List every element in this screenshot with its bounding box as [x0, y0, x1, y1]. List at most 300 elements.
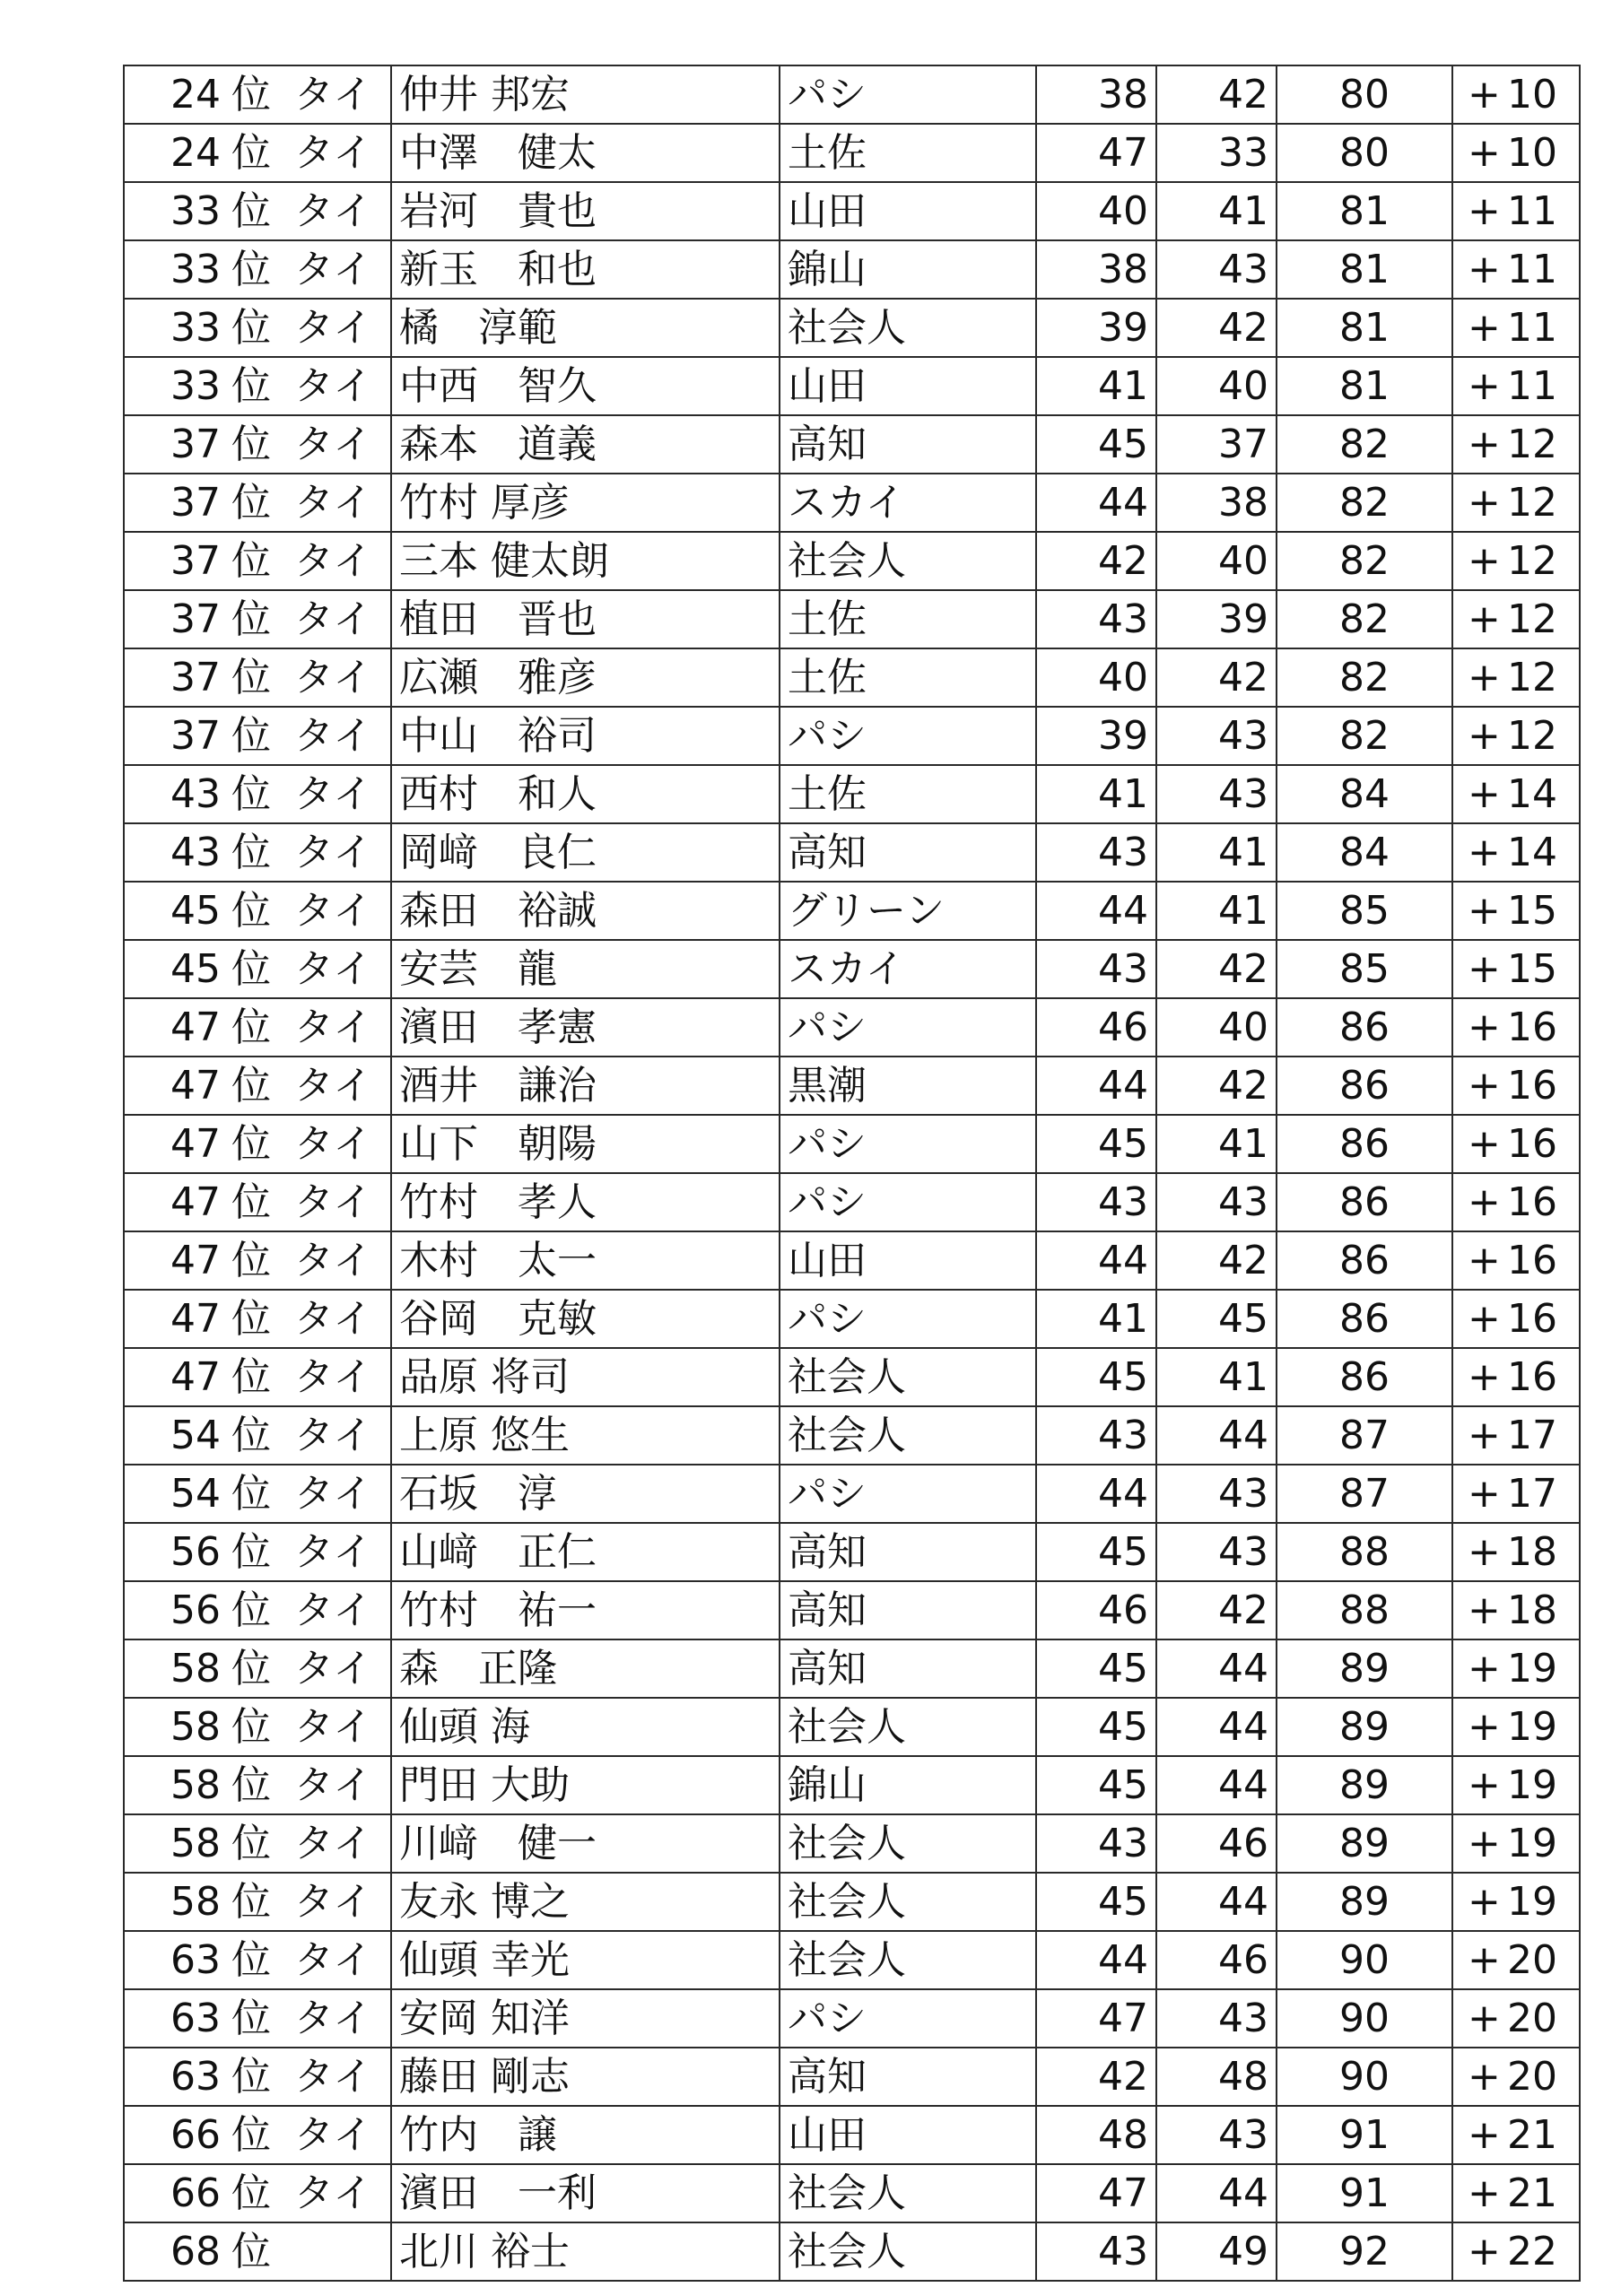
- over-par-cell: [1452, 1465, 1580, 1523]
- table-row: [124, 65, 1580, 124]
- over-par-cell: [1452, 765, 1580, 823]
- in-score: 42: [1156, 940, 1277, 998]
- player-name: 北川 裕士: [391, 2222, 780, 2281]
- player-name: 竹村 祐一: [391, 1581, 780, 1639]
- rank-number: 37: [124, 532, 230, 590]
- over-par-cell: [1452, 1639, 1580, 1698]
- over-par-value: 14: [1507, 830, 1557, 875]
- rank-number: 37: [124, 707, 230, 765]
- out-score: 44: [1036, 1057, 1156, 1115]
- total-score: 89: [1277, 1814, 1452, 1873]
- rank-suffix: 位: [230, 240, 291, 299]
- tie-label: タイ: [291, 1639, 391, 1698]
- team-name: 土佐: [780, 590, 1036, 648]
- in-score: 45: [1156, 1290, 1277, 1348]
- over-par-value: 20: [1507, 1996, 1557, 2041]
- rank-number: 24: [124, 65, 230, 124]
- table-row: [124, 182, 1580, 240]
- player-name: 門田 大助: [391, 1756, 780, 1814]
- out-score: 46: [1036, 998, 1156, 1057]
- team-name: パシ: [780, 65, 1036, 124]
- in-score: 42: [1156, 1057, 1277, 1115]
- rank-number: 37: [124, 474, 230, 532]
- over-par-value: 11: [1507, 305, 1557, 351]
- rank-suffix: 位: [230, 1639, 291, 1698]
- over-par-sign: +: [1468, 2112, 1501, 2158]
- out-score: 44: [1036, 1931, 1156, 1989]
- player-name: 植田 晋也: [391, 590, 780, 648]
- tie-label: タイ: [291, 2106, 391, 2164]
- team-name: 山田: [780, 182, 1036, 240]
- team-name: 社会人: [780, 1698, 1036, 1756]
- rank-suffix: 位: [230, 1873, 291, 1931]
- total-score: 82: [1277, 707, 1452, 765]
- table-row: [124, 765, 1580, 823]
- table-row: [124, 648, 1580, 707]
- over-par-value: 12: [1507, 655, 1557, 700]
- rank-suffix: 位: [230, 1756, 291, 1814]
- out-score: 47: [1036, 1989, 1156, 2048]
- rank-number: 58: [124, 1698, 230, 1756]
- table-row: [124, 240, 1580, 299]
- over-par-value: 16: [1507, 1354, 1557, 1400]
- player-name: 竹村 孝人: [391, 1173, 780, 1231]
- rank-number: 66: [124, 2164, 230, 2222]
- in-score: 42: [1156, 648, 1277, 707]
- table-row: [124, 2048, 1580, 2106]
- over-par-value: 12: [1507, 480, 1557, 526]
- over-par-sign: +: [1468, 1704, 1501, 1750]
- over-par-cell: [1452, 357, 1580, 415]
- player-name: 仲井 邦宏: [391, 65, 780, 124]
- rank-suffix: 位: [230, 1698, 291, 1756]
- over-par-sign: +: [1468, 946, 1501, 992]
- rank-number: 58: [124, 1639, 230, 1698]
- rank-number: 33: [124, 299, 230, 357]
- team-name: パシ: [780, 998, 1036, 1057]
- rank-suffix: 位: [230, 707, 291, 765]
- over-par-sign: +: [1468, 363, 1501, 409]
- total-score: 85: [1277, 882, 1452, 940]
- out-score: 38: [1036, 240, 1156, 299]
- in-score: 37: [1156, 415, 1277, 474]
- out-score: 43: [1036, 2222, 1156, 2281]
- tie-label: タイ: [291, 1115, 391, 1173]
- over-par-sign: +: [1468, 655, 1501, 700]
- player-name: 森 正隆: [391, 1639, 780, 1698]
- player-name: 中澤 健太: [391, 124, 780, 182]
- in-score: 44: [1156, 1406, 1277, 1465]
- tie-label: タイ: [291, 590, 391, 648]
- team-name: 土佐: [780, 124, 1036, 182]
- player-name: 森本 道義: [391, 415, 780, 474]
- rank-suffix: 位: [230, 1814, 291, 1873]
- table-row: [124, 1814, 1580, 1873]
- total-score: 90: [1277, 1931, 1452, 1989]
- table-row: [124, 1173, 1580, 1231]
- table-row: [124, 1931, 1580, 1989]
- over-par-sign: +: [1468, 1646, 1501, 1692]
- tie-label: タイ: [291, 532, 391, 590]
- in-score: 43: [1156, 765, 1277, 823]
- table-row: [124, 1581, 1580, 1639]
- results-body: [124, 65, 1580, 2281]
- over-par-cell: [1452, 1989, 1580, 2048]
- player-name: 濱田 一利: [391, 2164, 780, 2222]
- over-par-value: 12: [1507, 596, 1557, 642]
- rank-suffix: 位: [230, 357, 291, 415]
- total-score: 86: [1277, 1290, 1452, 1348]
- in-score: 42: [1156, 1581, 1277, 1639]
- rank-number: 47: [124, 998, 230, 1057]
- rank-number: 68: [124, 2222, 230, 2281]
- team-name: 高知: [780, 1581, 1036, 1639]
- in-score: 41: [1156, 1348, 1277, 1406]
- total-score: 91: [1277, 2106, 1452, 2164]
- team-name: 土佐: [780, 765, 1036, 823]
- table-row: [124, 1873, 1580, 1931]
- over-par-cell: [1452, 124, 1580, 182]
- total-score: 86: [1277, 1057, 1452, 1115]
- over-par-sign: +: [1468, 480, 1501, 526]
- table-row: [124, 2222, 1580, 2281]
- over-par-sign: +: [1468, 247, 1501, 292]
- total-score: 89: [1277, 1756, 1452, 1814]
- table-row: [124, 1231, 1580, 1290]
- team-name: 社会人: [780, 2222, 1036, 2281]
- player-name: 安芸 龍: [391, 940, 780, 998]
- total-score: 81: [1277, 182, 1452, 240]
- table-row: [124, 2106, 1580, 2164]
- over-par-value: 22: [1507, 2229, 1557, 2274]
- rank-suffix: 位: [230, 648, 291, 707]
- team-name: 社会人: [780, 1348, 1036, 1406]
- in-score: 40: [1156, 357, 1277, 415]
- out-score: 41: [1036, 765, 1156, 823]
- table-row: [124, 940, 1580, 998]
- rank-suffix: 位: [230, 1581, 291, 1639]
- tie-label: タイ: [291, 707, 391, 765]
- rank-suffix: 位: [230, 1465, 291, 1523]
- out-score: 43: [1036, 1173, 1156, 1231]
- over-par-value: 12: [1507, 538, 1557, 584]
- out-score: 43: [1036, 1814, 1156, 1873]
- player-name: 山﨑 正仁: [391, 1523, 780, 1581]
- over-par-sign: +: [1468, 1471, 1501, 1517]
- over-par-sign: +: [1468, 2170, 1501, 2216]
- over-par-sign: +: [1468, 1937, 1501, 1983]
- total-score: 89: [1277, 1873, 1452, 1931]
- player-name: 三本 健太朗: [391, 532, 780, 590]
- total-score: 80: [1277, 124, 1452, 182]
- tie-label: タイ: [291, 1756, 391, 1814]
- over-par-value: 15: [1507, 888, 1557, 934]
- team-name: 社会人: [780, 1931, 1036, 1989]
- over-par-value: 12: [1507, 422, 1557, 467]
- over-par-sign: +: [1468, 72, 1501, 117]
- team-name: 社会人: [780, 1406, 1036, 1465]
- over-par-cell: [1452, 1406, 1580, 1465]
- over-par-cell: [1452, 648, 1580, 707]
- in-score: 48: [1156, 2048, 1277, 2106]
- in-score: 43: [1156, 1989, 1277, 2048]
- rank-number: 63: [124, 2048, 230, 2106]
- player-name: 竹村 厚彦: [391, 474, 780, 532]
- over-par-value: 19: [1507, 1821, 1557, 1866]
- over-par-cell: [1452, 1348, 1580, 1406]
- over-par-cell: [1452, 532, 1580, 590]
- total-score: 82: [1277, 532, 1452, 590]
- team-name: パシ: [780, 1173, 1036, 1231]
- in-score: 43: [1156, 2106, 1277, 2164]
- rank-suffix: 位: [230, 1115, 291, 1173]
- out-score: 43: [1036, 823, 1156, 882]
- rank-suffix: 位: [230, 882, 291, 940]
- team-name: スカイ: [780, 474, 1036, 532]
- player-name: 橘 淳範: [391, 299, 780, 357]
- in-score: 44: [1156, 1873, 1277, 1931]
- in-score: 41: [1156, 823, 1277, 882]
- out-score: 45: [1036, 1639, 1156, 1698]
- tie-label: タイ: [291, 124, 391, 182]
- over-par-cell: [1452, 1115, 1580, 1173]
- tie-label: タイ: [291, 1698, 391, 1756]
- over-par-value: 15: [1507, 946, 1557, 992]
- rank-suffix: 位: [230, 940, 291, 998]
- player-name: 森田 裕誠: [391, 882, 780, 940]
- total-score: 81: [1277, 240, 1452, 299]
- over-par-value: 16: [1507, 1121, 1557, 1167]
- in-score: 43: [1156, 1523, 1277, 1581]
- tie-label: タイ: [291, 1523, 391, 1581]
- rank-number: 33: [124, 240, 230, 299]
- table-row: [124, 357, 1580, 415]
- in-score: 46: [1156, 1814, 1277, 1873]
- over-par-sign: +: [1468, 1413, 1501, 1458]
- team-name: 社会人: [780, 1873, 1036, 1931]
- over-par-sign: +: [1468, 1762, 1501, 1808]
- over-par-value: 18: [1507, 1529, 1557, 1575]
- over-par-value: 16: [1507, 1296, 1557, 1342]
- rank-number: 24: [124, 124, 230, 182]
- over-par-cell: [1452, 823, 1580, 882]
- tie-label: タイ: [291, 240, 391, 299]
- table-row: [124, 532, 1580, 590]
- tie-label: [291, 2222, 391, 2281]
- tie-label: タイ: [291, 65, 391, 124]
- over-par-cell: [1452, 590, 1580, 648]
- over-par-sign: +: [1468, 1121, 1501, 1167]
- rank-number: 33: [124, 357, 230, 415]
- over-par-cell: [1452, 1173, 1580, 1231]
- team-name: 錦山: [780, 1756, 1036, 1814]
- over-par-value: 21: [1507, 2170, 1557, 2216]
- out-score: 43: [1036, 590, 1156, 648]
- total-score: 87: [1277, 1465, 1452, 1523]
- tie-label: タイ: [291, 1057, 391, 1115]
- rank-number: 54: [124, 1465, 230, 1523]
- rank-number: 43: [124, 765, 230, 823]
- player-name: 仙頭 幸光: [391, 1931, 780, 1989]
- out-score: 42: [1036, 2048, 1156, 2106]
- rank-suffix: 位: [230, 2048, 291, 2106]
- rank-suffix: 位: [230, 124, 291, 182]
- player-name: 木村 太一: [391, 1231, 780, 1290]
- in-score: 33: [1156, 124, 1277, 182]
- player-name: 中西 智久: [391, 357, 780, 415]
- rank-suffix: 位: [230, 823, 291, 882]
- player-name: 上原 悠生: [391, 1406, 780, 1465]
- total-score: 89: [1277, 1639, 1452, 1698]
- player-name: 岡﨑 良仁: [391, 823, 780, 882]
- team-name: 山田: [780, 2106, 1036, 2164]
- over-par-sign: +: [1468, 422, 1501, 467]
- player-name: 川﨑 健一: [391, 1814, 780, 1873]
- rank-suffix: 位: [230, 2164, 291, 2222]
- rank-suffix: 位: [230, 1931, 291, 1989]
- rank-number: 45: [124, 940, 230, 998]
- over-par-sign: +: [1468, 1296, 1501, 1342]
- over-par-cell: [1452, 1756, 1580, 1814]
- tie-label: タイ: [291, 648, 391, 707]
- tie-label: タイ: [291, 1348, 391, 1406]
- player-name: 友永 博之: [391, 1873, 780, 1931]
- player-name: 安岡 知洋: [391, 1989, 780, 2048]
- out-score: 44: [1036, 474, 1156, 532]
- total-score: 86: [1277, 1231, 1452, 1290]
- tie-label: タイ: [291, 940, 391, 998]
- out-score: 43: [1036, 940, 1156, 998]
- player-name: 濱田 孝憲: [391, 998, 780, 1057]
- rank-number: 47: [124, 1057, 230, 1115]
- in-score: 41: [1156, 1115, 1277, 1173]
- team-name: パシ: [780, 707, 1036, 765]
- tie-label: タイ: [291, 357, 391, 415]
- player-name: 中山 裕司: [391, 707, 780, 765]
- team-name: パシ: [780, 1989, 1036, 2048]
- rank-suffix: 位: [230, 2106, 291, 2164]
- team-name: パシ: [780, 1290, 1036, 1348]
- table-row: [124, 998, 1580, 1057]
- team-name: パシ: [780, 1465, 1036, 1523]
- tie-label: タイ: [291, 1814, 391, 1873]
- team-name: スカイ: [780, 940, 1036, 998]
- rank-suffix: 位: [230, 65, 291, 124]
- over-par-value: 20: [1507, 2054, 1557, 2100]
- over-par-sign: +: [1468, 1063, 1501, 1109]
- over-par-cell: [1452, 299, 1580, 357]
- over-par-value: 18: [1507, 1587, 1557, 1633]
- out-score: 47: [1036, 124, 1156, 182]
- in-score: 42: [1156, 1231, 1277, 1290]
- team-name: 社会人: [780, 532, 1036, 590]
- over-par-value: 16: [1507, 1238, 1557, 1283]
- table-row: [124, 1639, 1580, 1698]
- rank-number: 47: [124, 1173, 230, 1231]
- over-par-sign: +: [1468, 130, 1501, 176]
- over-par-value: 19: [1507, 1879, 1557, 1925]
- in-score: 40: [1156, 998, 1277, 1057]
- tie-label: タイ: [291, 998, 391, 1057]
- in-score: 38: [1156, 474, 1277, 532]
- total-score: 90: [1277, 2048, 1452, 2106]
- rank-suffix: 位: [230, 1173, 291, 1231]
- team-name: 土佐: [780, 648, 1036, 707]
- rank-suffix: 位: [230, 1989, 291, 2048]
- total-score: 85: [1277, 940, 1452, 998]
- rank-number: 37: [124, 648, 230, 707]
- table-row: [124, 1290, 1580, 1348]
- total-score: 86: [1277, 998, 1452, 1057]
- over-par-cell: [1452, 240, 1580, 299]
- player-name: 新玉 和也: [391, 240, 780, 299]
- team-name: 錦山: [780, 240, 1036, 299]
- out-score: 44: [1036, 882, 1156, 940]
- over-par-cell: [1452, 2222, 1580, 2281]
- over-par-sign: +: [1468, 1238, 1501, 1283]
- over-par-value: 11: [1507, 188, 1557, 234]
- in-score: 43: [1156, 1173, 1277, 1231]
- table-row: [124, 299, 1580, 357]
- over-par-sign: +: [1468, 888, 1501, 934]
- player-name: 西村 和人: [391, 765, 780, 823]
- in-score: 49: [1156, 2222, 1277, 2281]
- in-score: 43: [1156, 1465, 1277, 1523]
- over-par-sign: +: [1468, 713, 1501, 759]
- in-score: 44: [1156, 2164, 1277, 2222]
- table-row: [124, 1348, 1580, 1406]
- table-row: [124, 2164, 1580, 2222]
- team-name: 高知: [780, 823, 1036, 882]
- over-par-cell: [1452, 998, 1580, 1057]
- in-score: 43: [1156, 707, 1277, 765]
- player-name: 石坂 淳: [391, 1465, 780, 1523]
- over-par-value: 11: [1507, 247, 1557, 292]
- over-par-sign: +: [1468, 830, 1501, 875]
- rank-number: 66: [124, 2106, 230, 2164]
- rank-number: 47: [124, 1115, 230, 1173]
- table-row: [124, 474, 1580, 532]
- total-score: 86: [1277, 1348, 1452, 1406]
- over-par-cell: [1452, 182, 1580, 240]
- in-score: 41: [1156, 882, 1277, 940]
- over-par-value: 19: [1507, 1762, 1557, 1808]
- rank-suffix: 位: [230, 1406, 291, 1465]
- tie-label: タイ: [291, 299, 391, 357]
- table-row: [124, 823, 1580, 882]
- out-score: 45: [1036, 1873, 1156, 1931]
- in-score: 42: [1156, 65, 1277, 124]
- rank-suffix: 位: [230, 998, 291, 1057]
- team-name: 高知: [780, 1523, 1036, 1581]
- player-name: 藤田 剛志: [391, 2048, 780, 2106]
- total-score: 84: [1277, 823, 1452, 882]
- table-row: [124, 1989, 1580, 2048]
- out-score: 44: [1036, 1231, 1156, 1290]
- rank-suffix: 位: [230, 2222, 291, 2281]
- over-par-cell: [1452, 1057, 1580, 1115]
- in-score: 39: [1156, 590, 1277, 648]
- over-par-sign: +: [1468, 1996, 1501, 2041]
- tie-label: タイ: [291, 1231, 391, 1290]
- over-par-value: 12: [1507, 713, 1557, 759]
- over-par-value: 20: [1507, 1937, 1557, 1983]
- over-par-value: 10: [1507, 130, 1557, 176]
- out-score: 39: [1036, 299, 1156, 357]
- rank-number: 45: [124, 882, 230, 940]
- rank-suffix: 位: [230, 474, 291, 532]
- over-par-cell: [1452, 940, 1580, 998]
